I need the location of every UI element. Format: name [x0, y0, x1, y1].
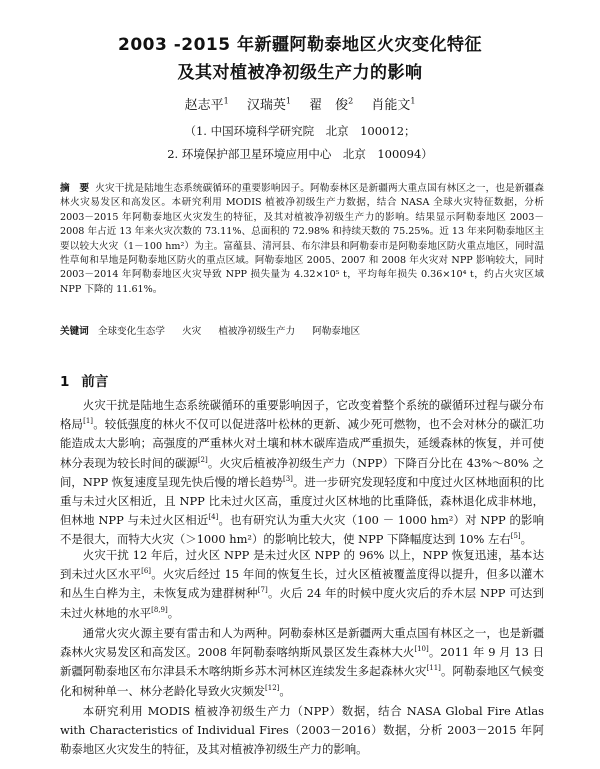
citation: [4] — [208, 513, 219, 522]
keyword-4: 阿勒泰地区 — [312, 326, 361, 337]
abstract — [60, 182, 544, 297]
author-3: 翟 俊$^2$ — [309, 96, 354, 113]
keywords-label: 关键词 — [60, 326, 89, 337]
keywords — [60, 323, 544, 337]
section-title: 前言 — [81, 374, 109, 390]
section-number: 1 — [60, 374, 70, 390]
keyword-3: 植被净初级生产力 — [218, 326, 296, 337]
citation: [5] — [510, 532, 521, 541]
paragraph-4: 本研究利用 MODIS 植被净初级生产力（NPP）数据，结合 NASA Global Fire Atlas with Characteristics of Individual Fires（2003－2016）数据，分析 2003－2015 年阿勒泰地区火灾发生的特征，及其对植被净初级生产力的影响。 — [60, 704, 544, 757]
keyword-1: 全球变化生态学 — [97, 326, 165, 337]
paper-title-line2: 及其对植被净初级生产力的影响 — [177, 63, 423, 83]
citation: [11] — [426, 664, 441, 673]
citation: [3] — [282, 475, 293, 484]
paper-title-line1: 2003 -2015 年新疆阿勒泰地区火灾变化特征 — [117, 35, 483, 55]
affiliation-2: 2. 环境保护部卫星环境应用中心 北京 100094） — [167, 147, 433, 161]
author-4: 肖能文$^1$ — [371, 96, 416, 113]
paragraph-1: 火灾干扰是陆地生态系统碳循环的重要影响因子，它改变着整个系统的碳循环过程与碳分布格局[1]。较低强度的林火不仅可以促进落叶松林的更新、减少死可燃物，也不会对林分的碳汇功能造成太大影响；高强度的严重林火对土壤和林木碳库造成严重损失，延缓森林的恢复，并可使林分表现为较长时间的碳源[2]。火灾后植被净初级生产力（NPP）下降百分比在 43%～80% 之间，NPP 恢复速度呈现先快后慢的增长趋势[3]。进一步研究发现轻度和中度过火区林地面积的比重与未过火区相近，且 NPP 比未过火区高，重度过火区林地的比重降低，森林退化成非林地，但林地 NPP 与未过火区相近[4]。也有研究认为重大火灾（100 － 1000 hm²）对 NPP 的影响不是很大，而特大火灾（＞1000 hm²）的影响比较大，使 NPP 下降幅度达到 10% 左右[5]。 — [60, 398, 544, 547]
citation: [1] — [83, 417, 94, 426]
author-1: 赵志平$^1$ — [184, 96, 229, 113]
keyword-2: 火灾 — [182, 326, 202, 337]
citation: [8,9] — [151, 605, 168, 614]
author-2: 汉瑞英$^1$ — [246, 96, 291, 113]
paragraph-3: 通常火灾火源主要有雷击和人为两种。阿勒泰林区是新疆两大重点国有林区之一，也是新疆森林火灾易发区和高发区。2008 年阿勒泰喀纳斯风景区发生森林大火[10]。2011 年 9 月 13 日新疆阿勒泰地区布尔津县禾木喀纳斯乡苏木河林区连续发生多起森林火灾[11]。阿勒泰地区气候变化和树种单一、林分老龄化导致火灾频发[12]。 — [60, 626, 544, 698]
citation: [12] — [265, 683, 280, 692]
citation: [7] — [257, 586, 268, 595]
citation: [10] — [414, 645, 429, 654]
section-heading — [60, 370, 108, 390]
author-list — [0, 94, 600, 113]
citation: [6] — [141, 567, 152, 576]
paragraph-2: 火灾干扰 12 年后，过火区 NPP 是未过火区 NPP 的 96% 以上，NPP 恢复迅速，基本达到未过火区水平[6]。火灾后经过 15 年间的恢复生长，过火区植被覆盖度得以提升，但多以灌木和丛生白桦为主，未恢复成为建群树种[7]。火后 24 年的时候中度火灾后的乔木层 NPP 可达到未过火林地的水平[8,9]。 — [60, 548, 544, 620]
abstract-text: 火灾干扰是陆地生态系统碳循环的重要影响因子。阿勒泰林区是新疆两大重点国有林区之一，也是新疆森林火灾易发区和高发区。本研究利用 MODIS 植被净初级生产力数据，结合 NASA 全球火灾特征数据，分析 2003－2015 年阿勒泰地区火灾发生的特征，及其对植被净初级生产力的影响。结果显示阿勒泰地区 2003－2008 年占近 13 年来火灾次数的 73.11%、总面积的 72.98% 和持续天数的 75.25%。近 13 年来阿勒泰地区主要以较大火灾（1－100 hm²）为主。富蕴县、清河县、布尔津县和阿勒泰市是阿勒泰地区防火重点地区，同时温性草甸和旱地是阿勒泰地区防火的重点区域。阿勒泰地区 2005、2007 和 2008 年火灾对 NPP 影响较大，同时 2003－2014 年阿勒泰地区火灾导致 NPP 损失量为 4.32×10⁵ t，平均每年损失 0.36×10⁴ t，约占火灾区域 NPP 下降的 11.61%。 — [60, 183, 545, 295]
abstract-label: 摘 要 — [60, 183, 90, 194]
citation: [2] — [197, 455, 208, 464]
affiliation-1: （1. 中国环境科学研究院 北京 100012； — [184, 124, 416, 138]
